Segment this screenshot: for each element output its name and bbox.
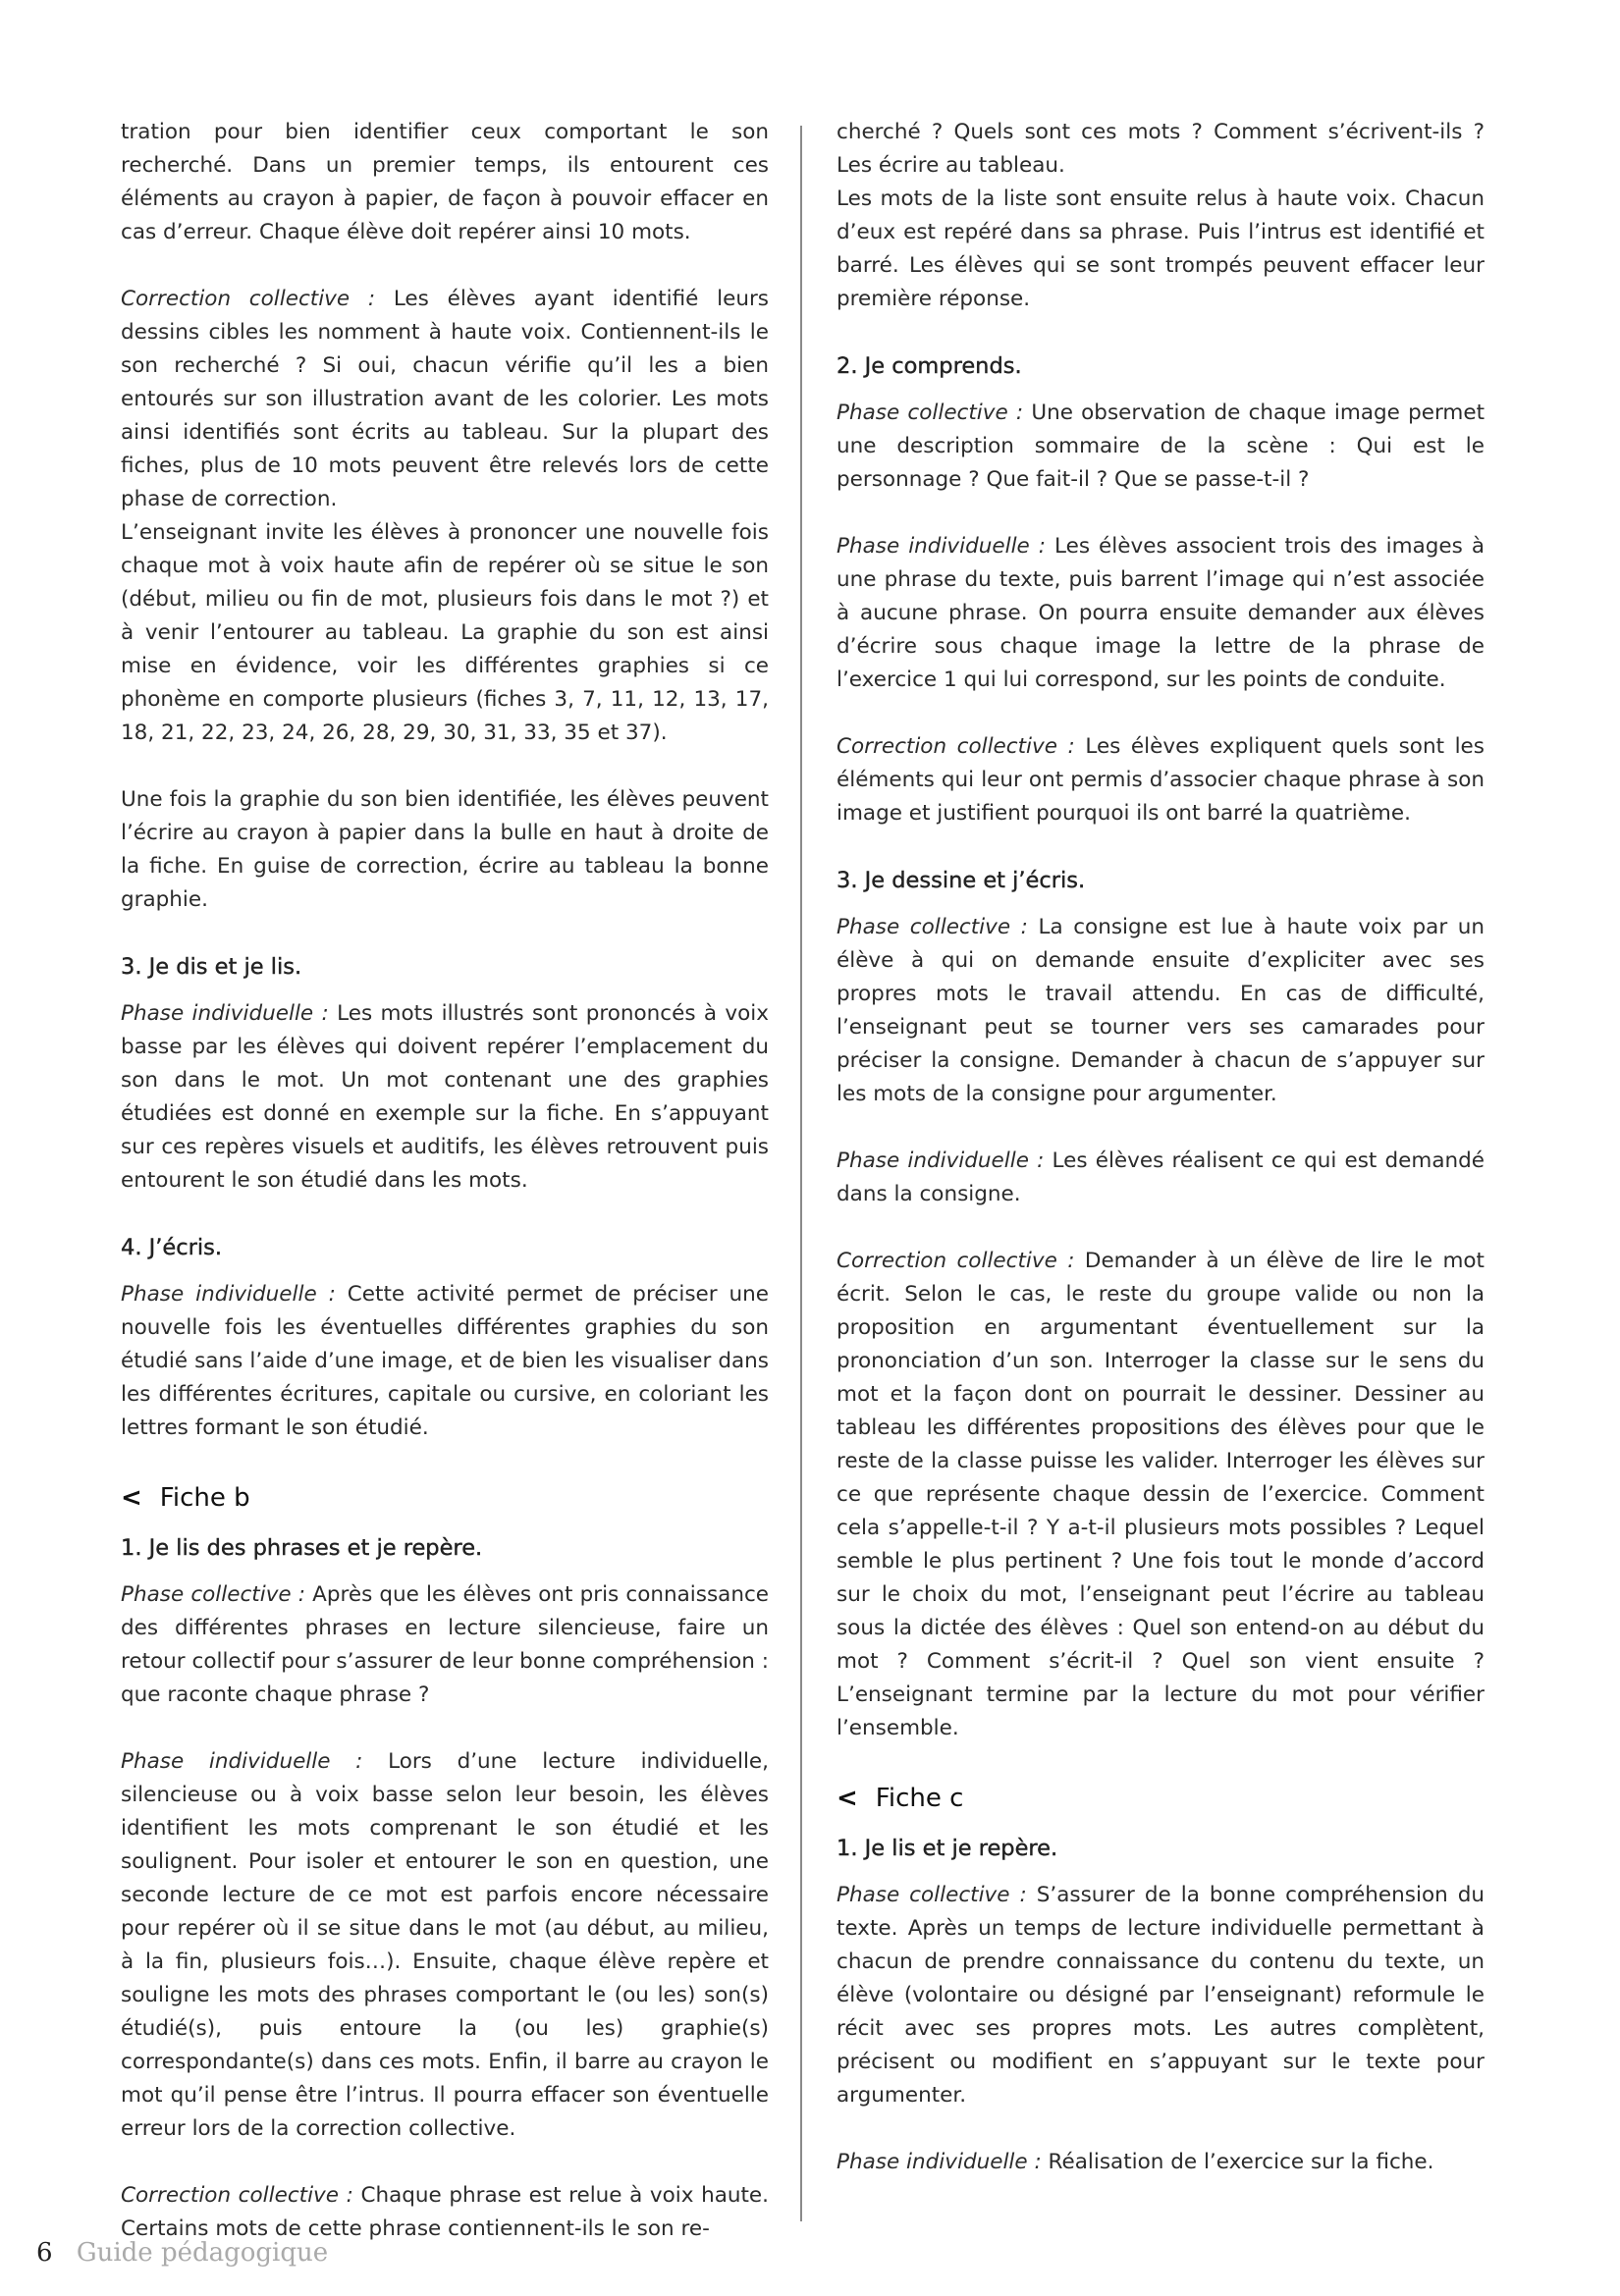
phase-label: Phase collective :	[121, 1582, 306, 1607]
paragraph-text: Après que les élèves ont pris connaissance des différentes phrases en lecture silencieuse, faire un retour collectif pour s’assurer de leur bonne compréhension : que raconte chaque phrase ?	[121, 1582, 769, 1707]
phase-label: Phase individuelle :	[121, 1001, 329, 1026]
fiche-heading	[837, 1779, 1485, 1818]
paragraph-text: S’assurer de la bonne compréhension du texte. Après un temps de lecture individuelle permettant à chacun de prendre connaissance du contenu du texte, un élève (volontaire ou désigné par l’enseignant) reformule le récit avec ses propres mots. Les autres complètent, précisent ou modifient en s’appuyant sur le texte pour argumenter.	[837, 1883, 1485, 2108]
paragraph-text: Les élèves expliquent quels sont les éléments qui leur ont permis d’associer chaque phrase à son image et justifient pourquoi ils ont barré la quatrième.	[837, 734, 1485, 826]
paragraph-text: Chaque phrase est relue à voix haute. Certains mots de cette phrase contiennent-ils le son re-	[121, 2183, 769, 2241]
paragraph-text: L’enseignant invite les élèves à prononcer une nouvelle fois chaque mot à voix haute afin de repérer où se situe le son (début, milieu ou fin de mot, plusieurs fois dans le mot ?) et à venir l’entourer au tableau. La graphie du son est ainsi mise en évidence, voir les différentes graphies si ce phonème en comporte plusieurs (fiches 3, 7, 11, 12, 13, 17, 18, 21, 22, 23, 24, 26, 28, 29, 30, 31, 33, 35 et 37).	[121, 520, 769, 745]
phase-label: Correction collective :	[121, 2183, 353, 2208]
section-heading: 1. Je lis des phrases et je repère.	[121, 1535, 483, 1561]
section-heading: 3. Je dessine et j’écris.	[837, 868, 1086, 893]
page-footer	[36, 2238, 328, 2268]
paragraph	[837, 116, 1485, 183]
fiche-title: Fiche b	[159, 1483, 250, 1513]
paragraph-text: tration pour bien identifier ceux comportant le son recherché. Dans un premier temps, ils entourent ces éléments au crayon à papier, de façon à pouvoir effacer en cas d’erreur. Chaque élève doit repérer ainsi 10 mots.	[121, 120, 769, 244]
paragraph-text: Réalisation de l’exercice sur la fiche.	[1041, 2150, 1434, 2174]
phase-label: Phase individuelle :	[121, 1282, 336, 1307]
paragraph-text: Les élèves associent trois des images à une phrase du texte, puis barrent l’image qui n’est associée à aucune phrase. On pourra ensuite demander aux élèves d’écrire sous chaque image la lettre de la phrase de l’exercice 1 qui lui correspond, sur les points de conduite.	[837, 534, 1485, 692]
paragraph	[121, 783, 769, 917]
section-heading: 3. Je dis et je lis.	[121, 954, 302, 980]
phase-label: Phase individuelle :	[837, 1148, 1045, 1173]
phase-label: Correction collective :	[121, 287, 376, 311]
phase-label: Correction collective :	[837, 1249, 1075, 1273]
section-heading: 1. Je lis et je repère.	[837, 1836, 1058, 1861]
paragraph	[121, 1578, 769, 1712]
paragraph-text: cherché ? Quels sont ces mots ? Comment s’écrivent-ils ? Les écrire au tableau.	[837, 120, 1485, 178]
paragraph-text: Une fois la graphie du son bien identifiée, les élèves peuvent l’écrire au crayon à papier dans la bulle en haut à droite de la fiche. En guise de correction, écrire au tableau la bonne graphie.	[121, 787, 769, 912]
paragraph-text: Les élèves ayant identifié leurs dessins cibles les nomment à haute voix. Contiennent-ils le son recherché ? Si oui, chacun vérifie qu’il les a bien entourés sur son illustration avant de les colorier. Les mots ainsi identifiés sont écrits au tableau. Sur la plupart des fiches, plus de 10 mots peuvent être relevés lors de cette phase de correction.	[121, 287, 769, 511]
paragraph	[121, 997, 769, 1198]
paragraph-text: Une observation de chaque image permet une description sommaire de la scène : Qui est le personnage ? Que fait-il ? Que se passe-t-il ?	[837, 400, 1485, 492]
paragraph	[121, 2179, 769, 2246]
paragraph	[837, 1145, 1485, 1211]
paragraph-text: Les mots illustrés sont prononcés à voix basse par les élèves qui doivent repérer l’emplacement du son dans le mot. Un mot contenant une des graphies étudiées est donné en exemple sur la fiche. En s’appuyant sur ces repères visuels et auditifs, les élèves retrouvent puis entourent le son étudié dans les mots.	[121, 1001, 770, 1193]
phase-label: Phase collective :	[837, 400, 1024, 425]
paragraph-text: Les mots de la liste sont ensuite relus à haute voix. Chacun d’eux est repéré dans sa phrase. Puis l’intrus est identifié et barré. Les élèves qui se sont trompés peuvent effacer leur première réponse.	[837, 187, 1485, 311]
paragraph	[121, 283, 769, 516]
phase-label: Phase collective :	[837, 1883, 1027, 1907]
fiche-title: Fiche c	[875, 1784, 964, 1813]
paragraph	[837, 530, 1485, 697]
section-heading: 2. Je comprends.	[837, 353, 1022, 379]
paragraph	[121, 116, 769, 249]
paragraph	[837, 911, 1485, 1111]
paragraph	[837, 2146, 1485, 2179]
section-heading: 4. J’écris.	[121, 1235, 222, 1260]
paragraph-text: Demander à un élève de lire le mot écrit. Selon le cas, le reste du groupe valide ou non la proposition en argumentant éventuellement sur la prononciation d’un son. Interroger la classe sur le sens du mot et la façon dont on pourrait le dessiner. Dessiner au tableau les différentes propositions des élèves pour que le reste de la classe puisse les valider. Interroger les élèves sur ce que représente chaque dessin de l’exercice. Comment cela s’appelle-t-il ? Y a-t-il plusieurs mots possibles ? Lequel semble le plus pertinent ? Une fois tout le monde d’accord sur le choix du mot, l’enseignant peut l’écrire au tableau sous la dictée des élèves : Quel son entend-on au début du mot ? Comment s’écrit-il ? Quel son vient ensuite ? L’enseignant termine par la lecture du mot pour vérifier l’ensemble.	[837, 1249, 1485, 1740]
paragraph	[121, 516, 769, 750]
column-divider	[800, 126, 802, 2221]
phase-label: Phase collective :	[837, 915, 1028, 939]
footer-title: Guide pédagogique	[76, 2238, 329, 2268]
fiche-heading	[121, 1478, 769, 1518]
paragraph	[121, 1745, 769, 2146]
phase-label: Phase individuelle :	[837, 2150, 1042, 2174]
paragraph-text: Cette activité permet de préciser une nouvelle fois les éventuelles différentes graphies du son étudié sans l’aide d’une image, et de bien les visualiser dans les différentes écritures, capitale ou cursive, en coloriant les lettres formant le son étudié.	[121, 1282, 769, 1440]
paragraph	[837, 730, 1485, 830]
paragraph-text: Les élèves réalisent ce qui est demandé dans la consigne.	[837, 1148, 1485, 1206]
paragraph	[837, 183, 1485, 316]
paragraph	[837, 1245, 1485, 1745]
paragraph	[837, 1879, 1485, 2112]
paragraph	[121, 1278, 769, 1445]
phase-label: Correction collective :	[837, 734, 1075, 759]
phase-label: Phase individuelle :	[121, 1749, 363, 1774]
left-column	[121, 116, 769, 2279]
paragraph	[837, 397, 1485, 497]
paragraph-text: La consigne est lue à haute voix par un élève à qui on demande ensuite d’expliciter avec ses propres mots le travail attendu. En cas de difficulté, l’enseignant peut se tourner vers ses camarades pour préciser la consigne. Demander à chacun de s’appuyer sur les mots de la consigne pour argumenter.	[837, 915, 1485, 1106]
page-number: 6	[36, 2238, 53, 2268]
paragraph-text: Lors d’une lecture individuelle, silencieuse ou à voix basse selon leur besoin, les élèves identifient les mots comprenant le son étudié et les soulignent. Pour isoler et entourer le son en question, une seconde lecture de ce mot est parfois encore nécessaire pour repérer où il se situe dans le mot (au début, au milieu, à la fin, plusieurs fois…). Ensuite, chaque élève repère et souligne les mots des phrases comportant le (ou les) son(s) étudié(s), puis entoure la (ou les) graphie(s) correspondante(s) dans ces mots. Enfin, il barre au crayon le mot qu’il pense être l’intrus. Il pourra effacer son éventuelle erreur lors de la correction collective.	[121, 1749, 769, 2141]
chevron-left-icon: <	[121, 1483, 142, 1513]
chevron-left-icon: <	[837, 1784, 858, 1813]
phase-label: Phase individuelle :	[837, 534, 1047, 559]
right-column	[837, 116, 1485, 2213]
